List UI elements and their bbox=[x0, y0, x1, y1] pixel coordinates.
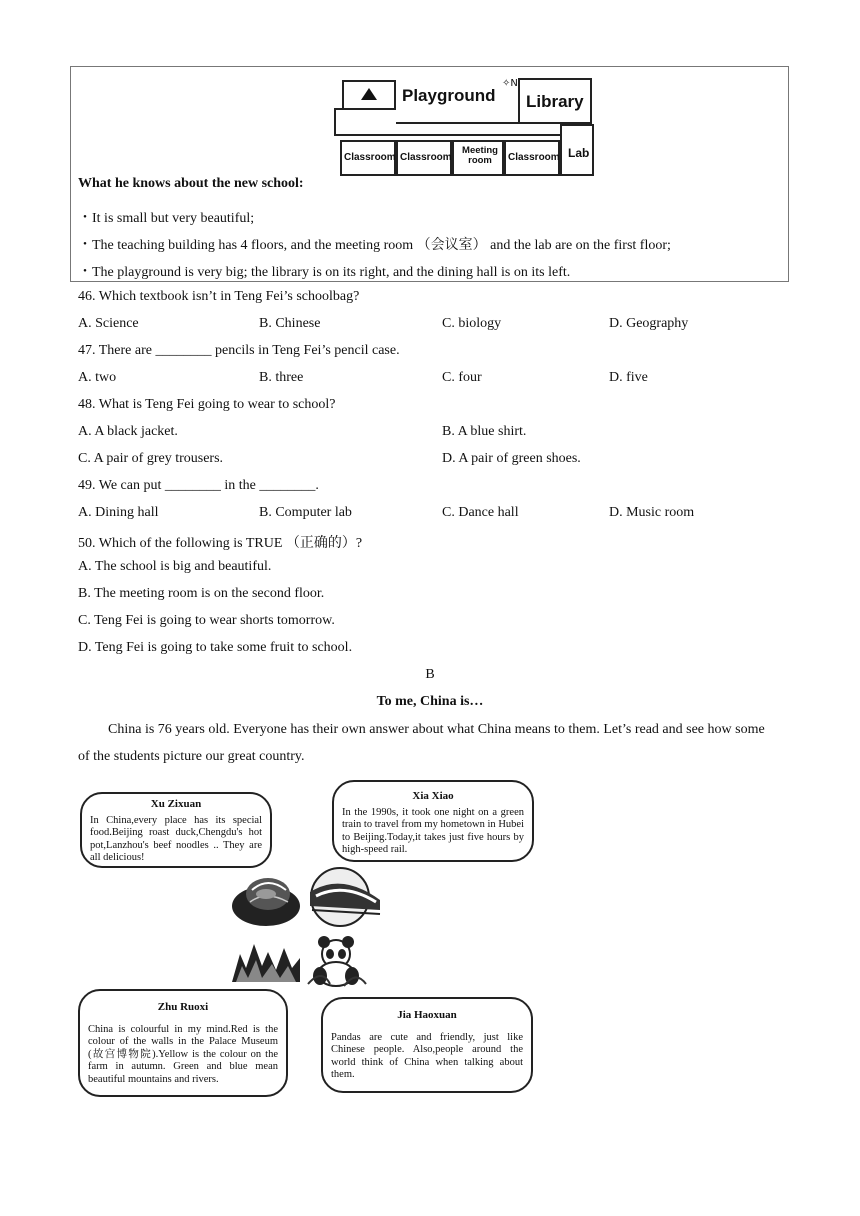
map-playground bbox=[396, 80, 516, 122]
bubble-text: China is colourful in my mind.Red is the colour of the walls in the Palace Museum (故宫博物院).Yellow is the colour on the farm in autumn. Green and blue mean beautiful mountains and rivers. bbox=[88, 1023, 278, 1085]
question-48-stem: 48. What is Teng Fei going to wear to school? bbox=[78, 397, 336, 412]
question-50-option-b: B. The meeting room is on the second floor. bbox=[78, 586, 325, 601]
map-meeting-room bbox=[452, 140, 504, 176]
map-classroom-label: Classroom bbox=[400, 152, 452, 163]
map-meeting-room-label: Meeting room bbox=[462, 145, 498, 166]
mountains-icon bbox=[232, 938, 300, 984]
section-title: To me, China is… bbox=[376, 694, 484, 709]
compass-icon: ✧N bbox=[502, 78, 518, 89]
bubble-text: In China,every place has its special food.Beijing roast duck,Chengdu's hot pot,Lanzhou's beef noodles .. They are all delicious! bbox=[90, 814, 262, 863]
question-46-option-b: B. Chinese bbox=[259, 316, 321, 331]
map-lab bbox=[560, 124, 594, 176]
bullet-3: ・The playground is very big; the library is on its right, and the dining hall is on its left. bbox=[78, 265, 571, 280]
map-corridor bbox=[334, 108, 354, 136]
question-50-option-c: C. Teng Fei is going to wear shorts tomorrow. bbox=[78, 613, 335, 628]
bubble-text: In the 1990s, it took one night on a green train to travel from my hometown in Hubei to Beijing.Today,it takes just five hours by high-speed rail. bbox=[342, 806, 524, 855]
question-50-option-d: D. Teng Fei is going to take some fruit to school. bbox=[78, 640, 353, 655]
bubble-name: Zhu Ruoxi bbox=[157, 1001, 209, 1013]
panda-icon bbox=[306, 932, 368, 988]
map-lab-label: Lab bbox=[568, 146, 590, 160]
question-50-option-a: A. The school is big and beautiful. bbox=[78, 559, 272, 574]
bubble-xia-xiao bbox=[332, 780, 534, 862]
question-49-option-a: A. Dining hall bbox=[78, 505, 159, 520]
question-47-option-b: B. three bbox=[259, 370, 304, 385]
bubble-text: Pandas are cute and friendly, just like Chinese people. Also,people around the world think of China when talking about them. bbox=[331, 1031, 523, 1080]
question-49-option-c: C. Dance hall bbox=[442, 505, 519, 520]
question-49-option-d: D. Music room bbox=[609, 505, 695, 520]
map-classroom-label: Classroom bbox=[344, 152, 396, 163]
section-letter: B bbox=[425, 667, 435, 682]
section-intro: China is 76 years old. Everyone has their own answer about what China means to them. Let’s read and see how some of the students picture our great country. bbox=[78, 722, 765, 764]
map-library bbox=[518, 78, 592, 124]
map-library-label: Library bbox=[526, 92, 584, 111]
map-classroom-2 bbox=[396, 140, 452, 176]
bubble-name: Xu Zixuan bbox=[150, 798, 202, 810]
box-heading: What he knows about the new school: bbox=[78, 176, 304, 191]
question-47-option-c: C. four bbox=[442, 370, 482, 385]
question-47-option-a: A. two bbox=[78, 370, 117, 385]
bullet-2: ・The teaching building has 4 floors, and the meeting room （会议室） and the lab are on the first floor; bbox=[78, 238, 671, 253]
question-48-option-c: C. A pair of grey trousers. bbox=[78, 451, 224, 466]
question-46-option-a: A. Science bbox=[78, 316, 139, 331]
triangle-icon bbox=[361, 88, 377, 100]
bubble-jia-haoxuan bbox=[321, 997, 533, 1093]
question-50-stem: 50. Which of the following is TRUE （正确的）? bbox=[78, 536, 363, 551]
question-47-option-d: D. five bbox=[609, 370, 648, 385]
question-48-option-d: D. A pair of green shoes. bbox=[442, 451, 581, 466]
question-49-stem: 49. We can put ________ in the ________. bbox=[78, 478, 319, 493]
question-48-option-b: B. A blue shirt. bbox=[442, 424, 527, 439]
map-playground-label: Playground bbox=[402, 86, 496, 105]
map-classroom-label: Classroom bbox=[508, 152, 560, 163]
bubble-name: Jia Haoxuan bbox=[397, 1009, 457, 1021]
question-48-option-a: A. A black jacket. bbox=[78, 424, 178, 439]
question-46-option-c: C. biology bbox=[442, 316, 502, 331]
bubble-xu-zixuan bbox=[80, 792, 272, 868]
question-47-stem: 47. There are ________ pencils in Teng Fei’s pencil case. bbox=[78, 343, 400, 358]
bubble-name: Xia Xiao bbox=[412, 790, 454, 802]
high-speed-train-icon bbox=[302, 866, 382, 928]
map-classroom-3 bbox=[504, 140, 560, 176]
map-classroom-1 bbox=[340, 140, 396, 176]
question-46-option-d: D. Geography bbox=[609, 316, 689, 331]
map-wall-line bbox=[396, 122, 518, 124]
bubble-zhu-ruoxi bbox=[78, 989, 288, 1097]
question-49-option-b: B. Computer lab bbox=[259, 505, 352, 520]
roast-duck-icon bbox=[230, 868, 302, 930]
bullet-1: ・It is small but very beautiful; bbox=[78, 211, 255, 226]
map-wall-line bbox=[354, 134, 564, 136]
question-46-stem: 46. Which textbook isn’t in Teng Fei’s schoolbag? bbox=[78, 289, 360, 304]
